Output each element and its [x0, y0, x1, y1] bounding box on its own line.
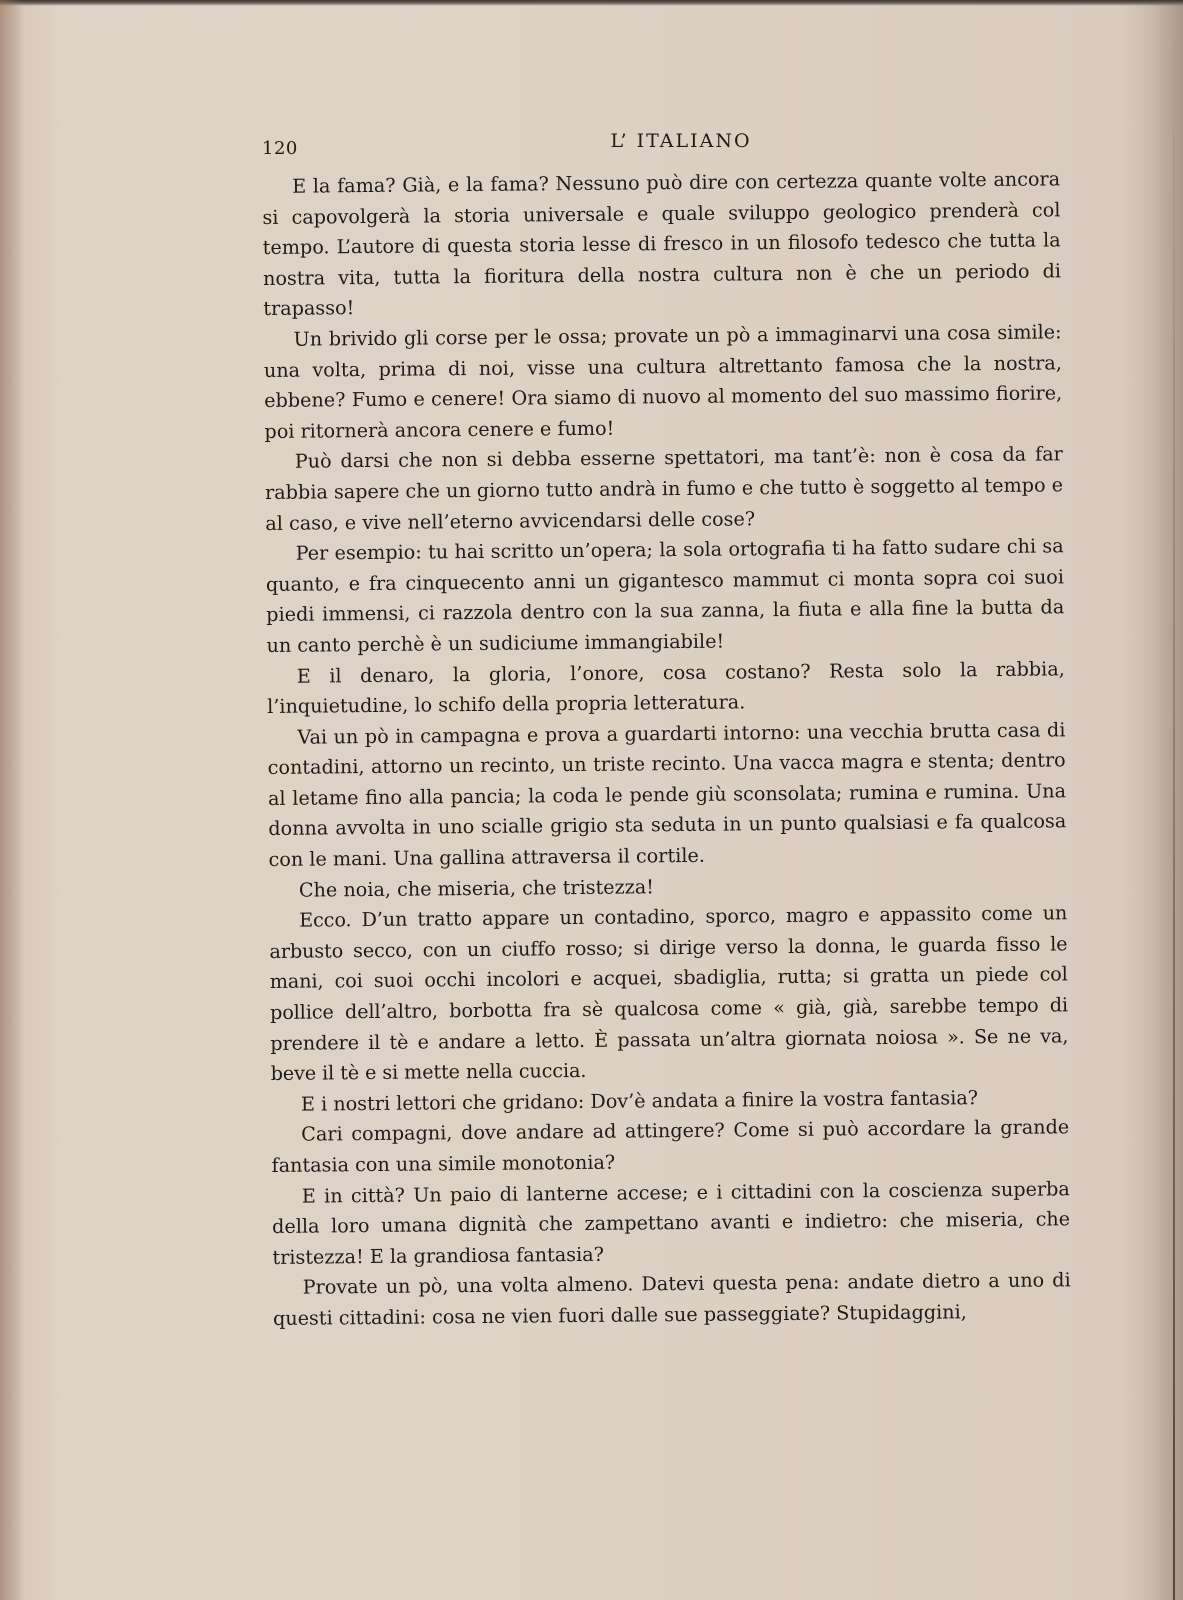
paragraph: Vai un pò in campagna e prova a guardarti intorno: una vecchia brutta casa di contadini, attorno un recinto, un triste recinto. Una vacca magra e stenta; dentro al letame fino alla pancia; la coda le pende giù sconsolata; rumina e rumina. Una donna avvolta in uno scialle grigio sta seduta in un punto qualsiasi e fa qualcosa con le mani. Una gallina attraversa il cortile.: [267, 718, 1067, 872]
page-number: 120: [262, 138, 298, 159]
body-text: [262, 164, 1071, 1334]
paragraph: Provate un pò, una volta almeno. Datevi questa pena: andate dietro a uno di questi cittadini: cosa ne vien fuori dalle sue passeggiate? Stupidaggini,: [272, 1268, 1071, 1330]
page-edge: [1173, 20, 1175, 1600]
top-edge-shadow: [0, 0, 1183, 6]
paragraph: Cari compagni, dove andare ad attingere? Come si può accordare la grande fantasia con una simile monotonia?: [271, 1115, 1070, 1177]
paragraph: E il denaro, la gloria, l’onore, cosa costano? Resta solo la rabbia, l’inquietudine, lo schifo della propria letteratura.: [267, 656, 1065, 719]
paragraph: Per esempio: tu hai scritto un’opera; la sola ortografia ti ha fatto sudare chi sa quanto, e fra cinquecento anni un gigantesco mammut ci monta sopra coi suoi piedi immensi, ci razzola dentro con la sua zanna, la fiuta e alla fine la butta da un canto perchè è un sudiciume immangiabile!: [265, 534, 1065, 657]
gutter-shadow: [0, 0, 24, 1600]
paragraph: Che noia, che miseria, che tristezza!: [298, 874, 655, 902]
paragraph: E in città? Un paio di lanterne accese; e i cittadini con la coscienza superba della loro umana dignità che zampettano avanti e indietro: che miseria, che tristezza! E la grandiosa fantasia?: [272, 1176, 1071, 1269]
paragraph: Ecco. D’un tratto appare un contadino, sporco, magro e appassito come un arbusto secco, con un ciuffo rosso; si dirige verso la donna, le guarda fisso le mani, coi suoi occhi incolori e acquei, sbadiglia, rutta; si gratta un piede col pollice dell’altro, borbotta fra sè qualcosa come « già, già, sarebbe tempo di prendere il tè e andare a letto. È passata un’altra giornata noiosa ». Se ne va, beve il tè e si mette nella cuccia.: [269, 901, 1069, 1086]
paragraph: E i nostri lettori che gridano: Dov’è andata a finire la vostra fantasia?: [300, 1085, 979, 1116]
paragraph: E la fama? Già, e la fama? Nessuno può dire con certezza quante volte ancora si capovolgerà la storia universale e quale sviluppo geologico prenderà col tempo. L’autore di questa storia lesse di fresco in un filosofo tedesco che tutta la nostra vita, tutta la fioritura della nostra cultura non è che un periodo di trapasso!: [262, 167, 1062, 321]
book-page: [262, 130, 1071, 1335]
paragraph: Un brivido gli corse per le ossa; provate un pò a immaginarvi una cosa simile: una volta, prima di noi, visse una cultura altrettanto famosa che la nostra, ebbene? Fumo e cenere! Ora siamo di nuovo al momento del suo massimo fiorire, poi ritornerà ancora cenere e fumo!: [263, 320, 1063, 443]
paragraph: Può darsi che non si debba esserne spettatori, ma tant’è: non è cosa da far rabbia sapere che un giorno tutto andrà in fumo e che tutto è soggetto al tempo e al caso, e vive nell’eterno avvicendarsi delle cose?: [264, 442, 1064, 535]
running-title: L’ ITALIANO: [610, 130, 752, 152]
page-header: [262, 130, 1060, 162]
